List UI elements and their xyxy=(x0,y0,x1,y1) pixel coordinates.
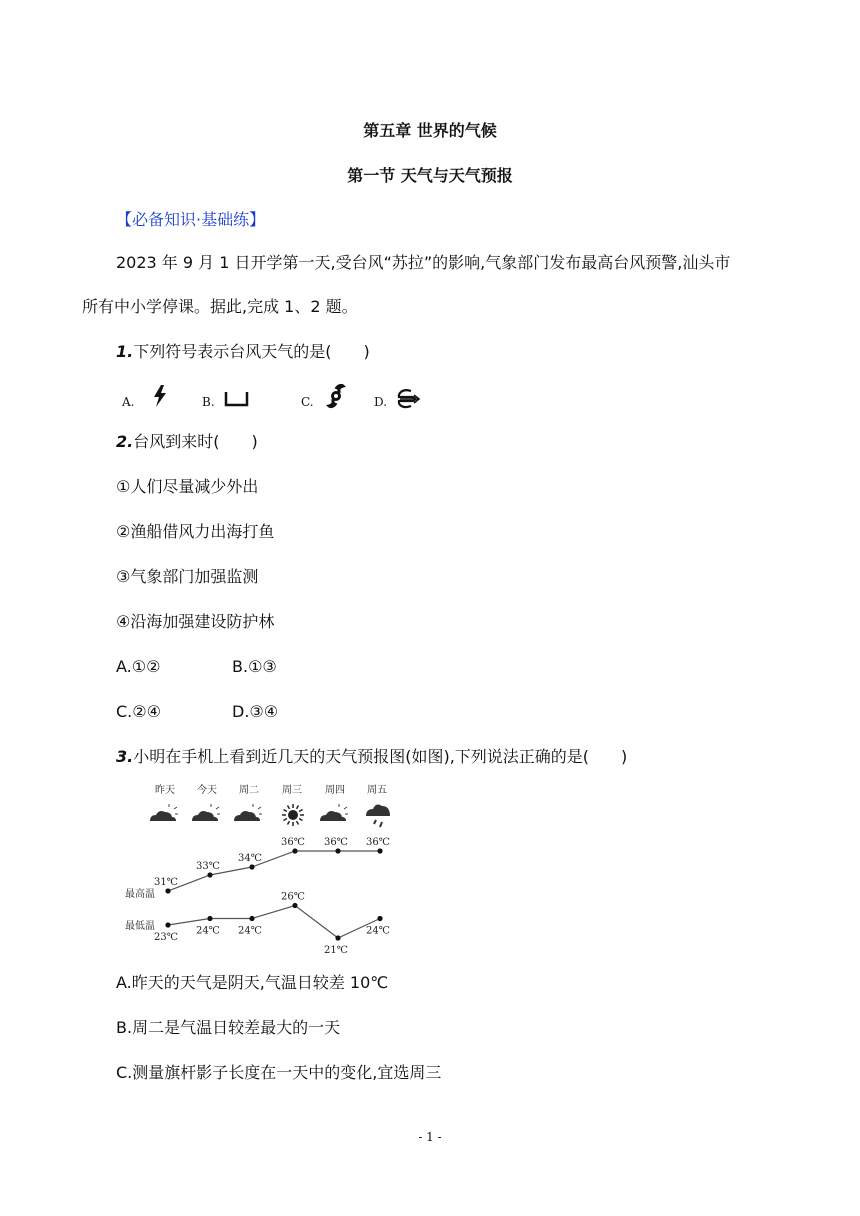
q2-choice-b: B.①③ xyxy=(232,657,277,676)
typhoon-symbol-icon xyxy=(326,384,346,408)
low-temp-point xyxy=(292,903,297,908)
q2-item-2: ②渔船借风力出海打鱼 xyxy=(116,522,275,541)
day-label: 周五 xyxy=(367,785,387,796)
day-label: 周二 xyxy=(239,785,259,796)
q1-option-c-label: C. xyxy=(301,395,314,409)
high-temp-point xyxy=(165,888,170,893)
cloudy-icon xyxy=(192,804,220,821)
cloudy-icon xyxy=(320,804,348,821)
question-3-stem: 小明在手机上看到近几天的天气预报图(如图),下列说法正确的是( ) xyxy=(133,747,628,766)
question-1-number: 1. xyxy=(116,342,134,361)
q3-option-a: A.昨天的天气是阴天,气温日较差 10℃ xyxy=(116,973,389,992)
weather-forecast-chart xyxy=(110,775,410,960)
day-label: 昨天 xyxy=(155,785,175,796)
q1-option-b-label: B. xyxy=(202,395,215,409)
low-temp-point xyxy=(165,922,170,927)
question-2 xyxy=(116,432,258,452)
q2-choice-a: A.①② xyxy=(116,657,161,676)
high-temp-data-label: 34℃ xyxy=(238,853,262,864)
cloudy-icon xyxy=(150,804,178,821)
q1-option-a-label: A. xyxy=(122,395,135,409)
section-title: 第一节 天气与天气预报 xyxy=(347,166,513,185)
sunny-icon xyxy=(282,804,304,826)
low-temp-point xyxy=(207,916,212,921)
q1-option-d-label: D. xyxy=(374,395,388,409)
q2-item-3: ③气象部门加强监测 xyxy=(116,567,259,586)
question-3-number: 3. xyxy=(116,747,134,766)
q2-item-4: ④沿海加强建设防护林 xyxy=(116,612,275,631)
question-2-number: 2. xyxy=(116,432,134,451)
high-temp-data-label: 36℃ xyxy=(366,837,390,848)
cloudy-icon xyxy=(234,804,262,821)
low-temp-data-label: 24℃ xyxy=(238,925,262,937)
bracket-symbol-icon xyxy=(224,390,250,408)
low-temp-point xyxy=(377,916,382,921)
chapter-title: 第五章 世界的气候 xyxy=(363,121,497,140)
low-temp-data-label: 24℃ xyxy=(196,925,220,937)
day-label: 周三 xyxy=(282,785,302,796)
sandstorm-symbol-icon xyxy=(396,388,422,410)
section-tag: 【必备知识·基础练】 xyxy=(116,210,266,229)
low-temp-data-label: 23℃ xyxy=(154,932,178,943)
high-temp-row-label: 最高温 xyxy=(125,889,155,900)
low-temp-data-label: 26℃ xyxy=(281,891,305,903)
high-temp-data-label: 31℃ xyxy=(154,877,178,888)
low-temp-row-label: 最低温 xyxy=(125,921,155,932)
page-number: - 1 - xyxy=(418,1130,442,1144)
day-label: 周四 xyxy=(325,785,345,796)
intro-line-1: 2023 年 9 月 1 日开学第一天,受台风“苏拉”的影响,气象部门发布最高台风预警,汕头市 xyxy=(116,253,731,272)
low-temp-data-label: 24℃ xyxy=(366,925,390,937)
q3-option-b: B.周二是气温日较差最大的一天 xyxy=(116,1018,341,1037)
lightning-symbol-icon xyxy=(150,384,170,408)
q2-choice-c: C.②④ xyxy=(116,702,161,721)
high-temp-data-label: 36℃ xyxy=(324,837,348,848)
question-1-stem: 下列符号表示台风天气的是( ) xyxy=(133,342,370,361)
q2-choice-d: D.③④ xyxy=(232,702,279,721)
low-temp-point xyxy=(335,935,340,940)
high-temp-point xyxy=(249,864,254,869)
high-temp-data-label: 36℃ xyxy=(281,837,305,848)
day-label: 今天 xyxy=(197,785,217,796)
high-temp-point xyxy=(292,848,297,853)
low-temp-data-label: 21℃ xyxy=(324,945,348,956)
question-2-stem: 台风到来时( ) xyxy=(133,432,258,451)
intro-line-2: 所有中小学停课。据此,完成 1、2 题。 xyxy=(82,297,358,316)
question-1 xyxy=(116,342,370,362)
high-temp-point xyxy=(377,848,382,853)
q2-item-1: ①人们尽量减少外出 xyxy=(116,477,259,496)
question-3 xyxy=(116,747,627,767)
rain-icon xyxy=(366,805,390,827)
q3-option-c: C.测量旗杆影子长度在一天中的变化,宜选周三 xyxy=(116,1063,442,1082)
high-temp-data-label: 33℃ xyxy=(196,861,220,872)
low-temp-point xyxy=(249,916,254,921)
high-temp-point xyxy=(207,872,212,877)
high-temp-point xyxy=(335,848,340,853)
